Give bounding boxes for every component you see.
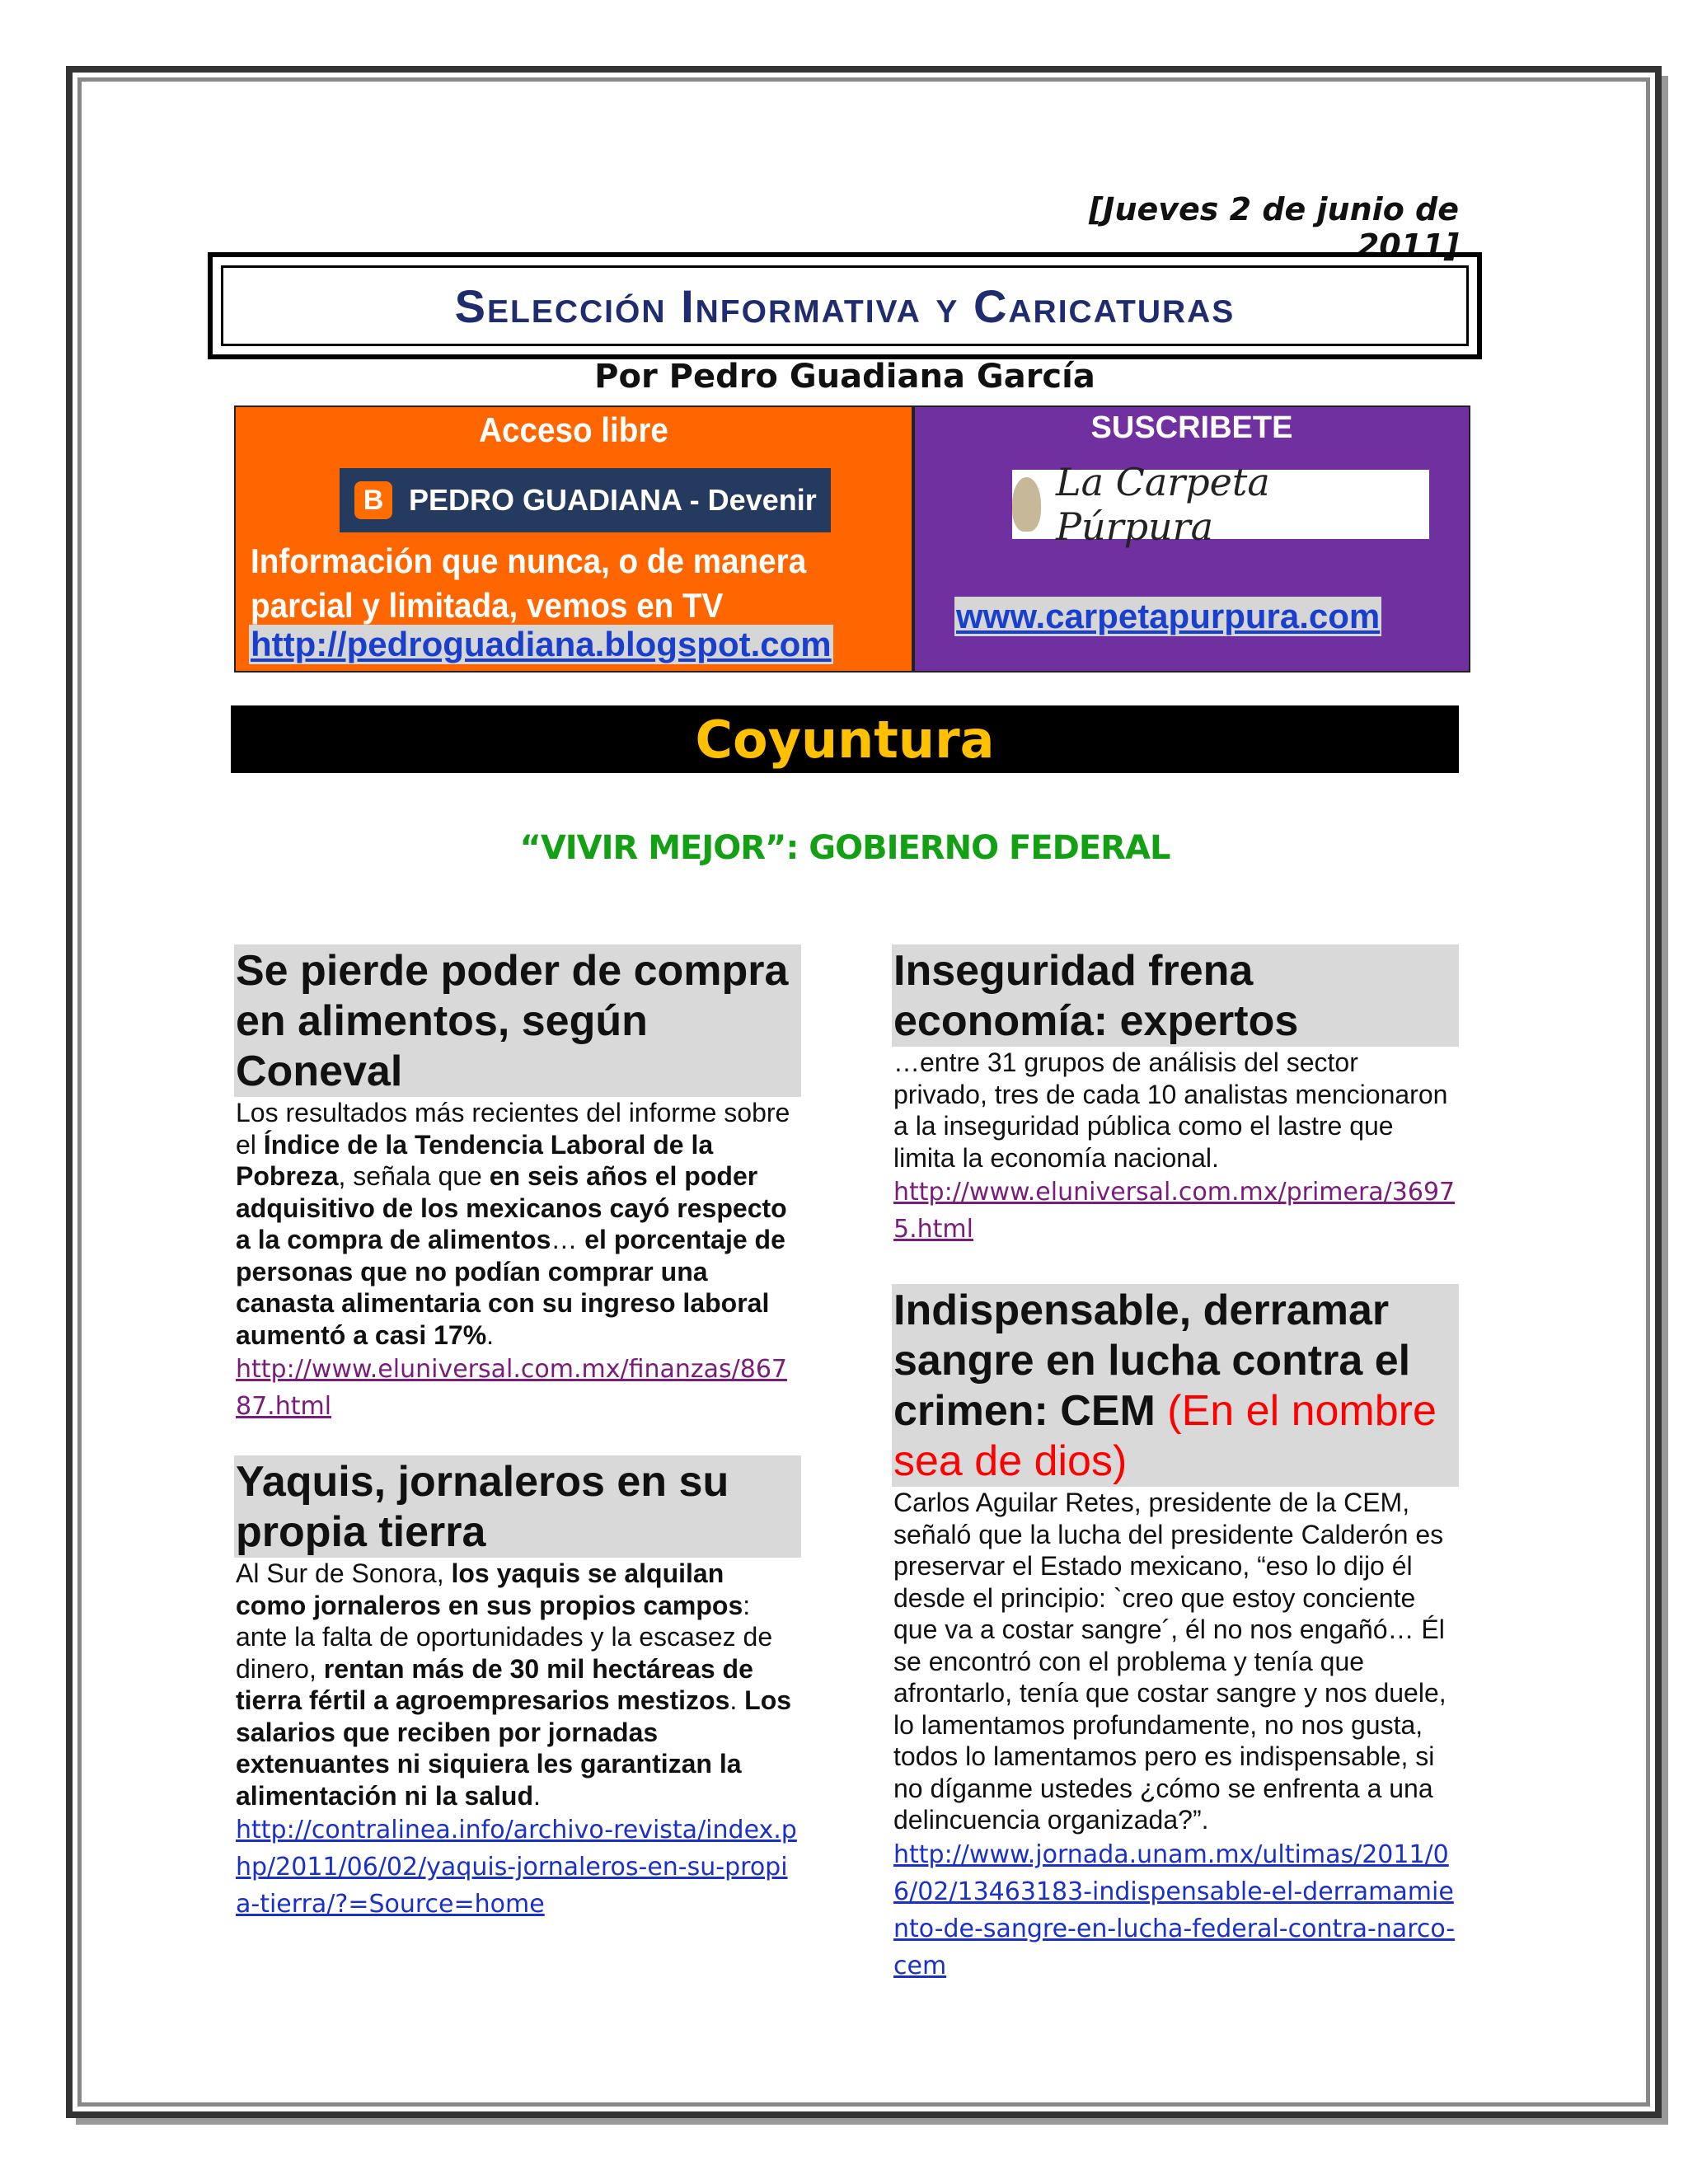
- title-box: [208, 252, 1482, 359]
- article-body: [234, 1097, 801, 1351]
- article-body: [234, 1558, 801, 1811]
- body-text: .: [532, 1780, 541, 1811]
- subheading: “VIVIR MEJOR”: GOBIERNO FEDERAL: [519, 829, 1170, 867]
- article-headline: Yaquis, jornaleros en su propia tierra: [234, 1455, 801, 1558]
- free-access-heading: Acceso libre: [479, 410, 668, 449]
- article-headline: [892, 1284, 1459, 1487]
- issue-date: [Jueves 2 de junio de 2011]: [1088, 191, 1459, 264]
- article-link[interactable]: http://www.eluniversal.com.mx/finanzas/86787.html: [236, 1355, 788, 1421]
- article-yaquis: [234, 1455, 801, 1923]
- article-cem: [892, 1284, 1459, 1985]
- frame-shadow-right: [1662, 76, 1668, 2125]
- article-headline: Inseguridad frena economía: expertos: [892, 944, 1459, 1047]
- body-text: , señala que: [338, 1161, 490, 1191]
- section-title: Coyuntura: [695, 709, 995, 770]
- body-text-bold: en seis años el poder adquisitivo de los mexicanos cayó respecto a la compra de alimentos: [236, 1161, 787, 1254]
- page-title: Selección Informativa y Caricaturas: [454, 279, 1236, 332]
- carpeta-purpura-logo[interactable]: [1012, 460, 1429, 549]
- blogger-icon: B: [354, 481, 392, 519]
- body-text-bold: los yaquis se alquilan como jornaleros en sus propios campos: [236, 1558, 743, 1620]
- blog-banner-text: PEDRO GUADIANA - Devenir: [409, 483, 817, 517]
- body-text-bold: Índice de la Tendencia Laboral de la Pobreza: [236, 1129, 714, 1191]
- body-text: …: [551, 1225, 585, 1254]
- body-text: Al Sur de Sonora,: [236, 1558, 452, 1588]
- frame-shadow-bottom: [76, 2118, 1668, 2125]
- body-text: .: [729, 1685, 745, 1715]
- article-link[interactable]: http://www.eluniversal.com.mx/primera/36975.html: [893, 1178, 1456, 1244]
- section-bar: [231, 705, 1459, 773]
- body-text-bold: el porcentaje de personas que no podían comprar una canasta alimentaria con su ingreso laboral aumentó a casi 17%: [236, 1225, 785, 1350]
- article-inseguridad: [892, 944, 1459, 1248]
- blog-banner[interactable]: [340, 468, 831, 532]
- shell-icon: [1012, 477, 1041, 532]
- blog-link[interactable]: http://pedroguadiana.blogspot.com: [251, 625, 832, 663]
- body-text: : ante la falta de oportunidades y la escasez de dinero,: [236, 1590, 773, 1684]
- body-text: Los resultados más recientes del informe sobre el: [236, 1098, 790, 1160]
- article-coneval: [234, 944, 801, 1425]
- carpeta-link[interactable]: www.carpetapurpura.com: [956, 597, 1381, 635]
- blog-tagline: Información que nunca, o de manera parcial y limitada, vemos en TV: [251, 541, 807, 625]
- subscribe-panel: [913, 405, 1470, 673]
- body-text-bold: Los salarios que reciben por jornadas extenuantes ni siquiera les garantizan la alimentación ni la salud: [236, 1685, 792, 1811]
- body-text-bold: rentan más de 30 mil hectáreas de tierra fértil a agroempresarios mestizos: [236, 1653, 753, 1715]
- article-body: Carlos Aguilar Retes, presidente de la CEM, señaló que la lucha del presidente Calderón es preservar el Estado mexicano, “eso lo dijo él desde el principio: `creo que estoy conciente que va a costar sangre´, él no nos engañó… Él se encontró con el problema y tenía que afrontarlo, tenía que costar sangre y nos duele, lo lamentamos profundamente, no nos gusta, todos lo lamentamos pero es indispensable, si no díganme ustedes ¿cómo se enfrenta a una delincuencia organizada?”.: [893, 1488, 1447, 1835]
- byline: Por Pedro Guadiana García: [594, 358, 1095, 396]
- carpeta-logo-text: La Carpeta Púrpura: [1056, 460, 1270, 549]
- headline-aside: (En el nombre sea de dios): [893, 1387, 1437, 1485]
- article-headline: Se pierde poder de compra en alimentos, según Coneval: [234, 944, 801, 1097]
- article-link[interactable]: http://www.jornada.unam.mx/ultimas/2011/06/02/13463183-indispensable-el-derramamiento-de-sangre-en-lucha-federal-contra-narco-cem: [893, 1840, 1456, 1980]
- title-box-inner: [221, 265, 1469, 346]
- subscribe-heading: SUSCRIBETE: [1090, 410, 1293, 445]
- headline-text: Indispensable, derramar sangre en lucha contra el crimen: CEM: [893, 1286, 1411, 1435]
- free-access-panel: [234, 405, 913, 673]
- article-body: …entre 31 grupos de análisis del sector privado, tres de cada 10 analistas mencionaron a la inseguridad pública como el lastre que limita la economía nacional.: [893, 1047, 1448, 1173]
- article-link[interactable]: http://contralinea.info/archivo-revista/index.php/2011/06/02/yaquis-jornaleros-en-su-propia-tierra/?=Source=home: [236, 1816, 797, 1919]
- body-text: .: [486, 1319, 495, 1350]
